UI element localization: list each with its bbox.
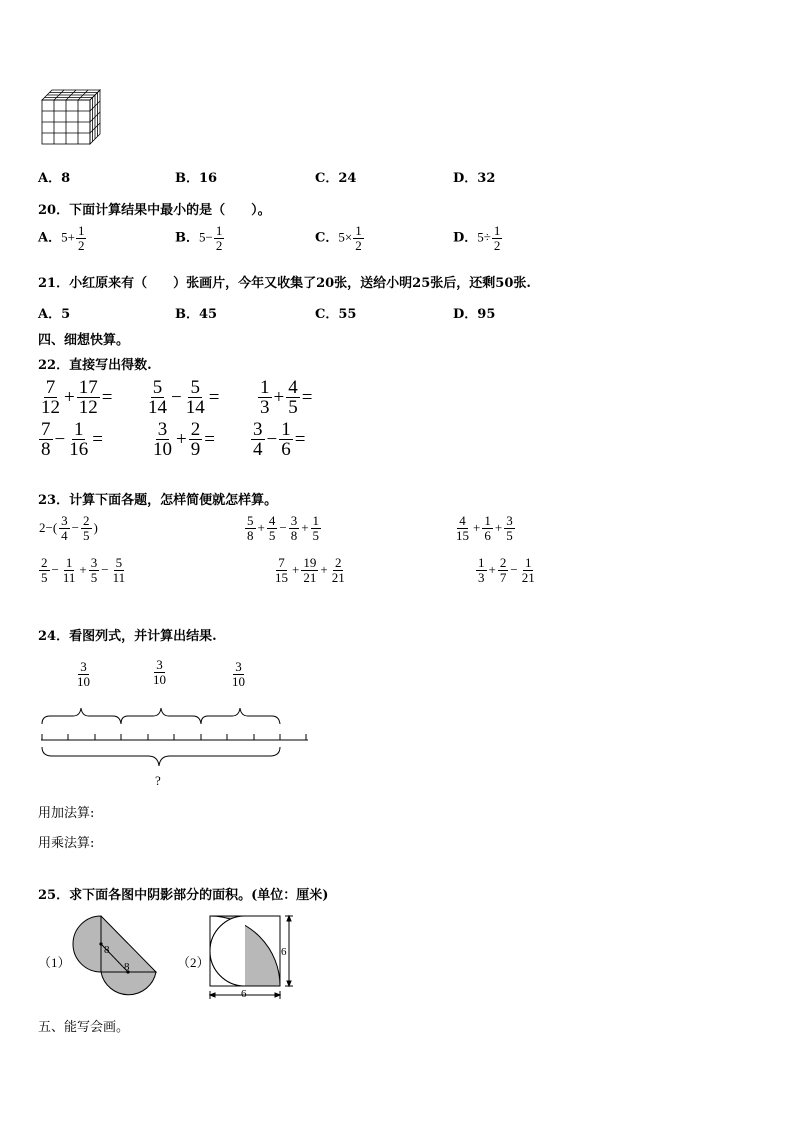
q23-expr-2: $\frac{5}{8}$ + $\frac{4}{5}$ − $\frac{3}{8}$ + $\frac{1}{5}$: [247, 513, 320, 543]
q25-figure-2: [205, 912, 297, 1004]
q21-title: 21．小红原来有（ ）张画片，今年又收集了20张，送给小明25张后，还剩50张.: [38, 276, 531, 291]
q22-expr-2: $\frac{5}{14}$ − $\frac{5}{14}$ =: [148, 377, 220, 418]
q25-figure-1-label: （1）: [38, 955, 71, 970]
q24-question-mark: ?: [155, 773, 161, 788]
q25-fig1-dim-a: 8: [104, 944, 110, 956]
q22-expr-3: $\frac{1}{3}$ + $\frac{4}{5}$ =: [260, 377, 313, 418]
q24-segment-label-3: $\frac{3}{10}$: [232, 659, 245, 689]
q21-option-d[interactable]: D．95: [453, 307, 496, 322]
q22-expr-1: $\frac{7}{12}$ + $\frac{17}{12}$ =: [41, 377, 113, 418]
q23-expr-1: 2−( $\frac{3}{4}$ − $\frac{2}{5}$ ): [39, 513, 98, 543]
q25-title: 25．求下面各图中阴影部分的面积。(单位：厘米): [38, 888, 329, 903]
q23-title: 23．计算下面各题，怎样简便就怎样算。: [38, 493, 278, 508]
q20-option-a[interactable]: A．5+ $\frac{1}{2}$: [38, 223, 85, 253]
q22-expr-5: $\frac{3}{10}$ + $\frac{2}{9}$ =: [153, 419, 215, 460]
q24-title: 24．看图列式，并计算出结果.: [38, 629, 217, 644]
q20-option-c[interactable]: C．5× $\frac{1}{2}$: [315, 223, 362, 253]
q22-title: 22．直接写出得数.: [38, 358, 152, 373]
q19-option-b[interactable]: B．16: [175, 171, 218, 186]
section-4-heading: 四、细想快算。: [38, 333, 130, 348]
q25-figure-1: [70, 912, 162, 1000]
q19-option-a[interactable]: A．8: [38, 171, 71, 186]
q25-fig2-dim-vertical: 6: [281, 946, 287, 958]
q20-title: 20．下面计算结果中最小的是（ ）。: [38, 203, 271, 218]
q21-option-a[interactable]: A．5: [38, 307, 71, 322]
q24-segment-label-2: $\frac{3}{10}$: [153, 657, 166, 687]
q24-multiplication-label: 用乘法算:: [38, 836, 95, 851]
number-line-diagram: [36, 700, 316, 772]
q20-option-b[interactable]: B．5− $\frac{1}{2}$: [175, 223, 223, 253]
q19-option-d[interactable]: D．32: [453, 171, 496, 186]
q21-option-c[interactable]: C．55: [315, 307, 357, 322]
q25-fig2-dim-horizontal: 6: [241, 988, 247, 1000]
cube-figure: [40, 88, 104, 148]
q24-addition-label: 用加法算:: [38, 806, 95, 821]
q23-expr-5: $\frac{7}{15}$ + $\frac{19}{21}$ + $\frac{2}{21}$: [275, 555, 345, 585]
q22-expr-4: $\frac{7}{8}$ − $\frac{1}{16}$ =: [41, 419, 103, 460]
q23-expr-4: $\frac{2}{5}$ − $\frac{1}{11}$ + $\frac{3}{5}$ − $\frac{5}{11}$: [41, 555, 126, 585]
q19-option-c[interactable]: C．24: [315, 171, 357, 186]
q22-expr-6: $\frac{3}{4}$ − $\frac{1}{6}$ =: [253, 419, 306, 460]
q21-option-b[interactable]: B．45: [175, 307, 218, 322]
q25-fig1-dim-b: 8: [124, 961, 130, 973]
q25-figure-2-label: （2）: [177, 955, 210, 970]
q24-segment-label-1: $\frac{3}{10}$: [77, 659, 90, 689]
section-5-heading: 五、能写会画。: [38, 1020, 130, 1035]
q23-expr-3: $\frac{4}{15}$ + $\frac{1}{6}$ + $\frac{3}{5}$: [456, 513, 513, 543]
q20-option-d[interactable]: D．5÷ $\frac{1}{2}$: [453, 223, 501, 253]
q23-expr-6: $\frac{1}{3}$ + $\frac{2}{7}$ − $\frac{1}{21}$: [478, 555, 535, 585]
